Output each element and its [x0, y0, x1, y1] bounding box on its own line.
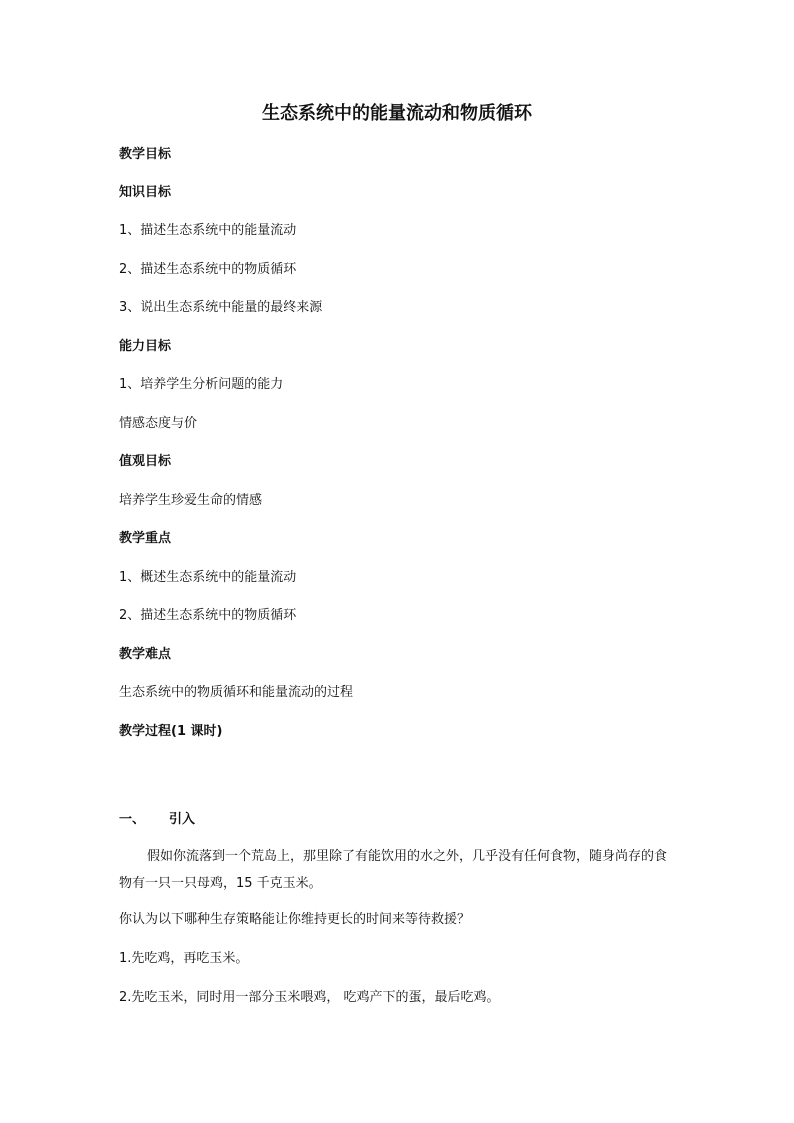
heading-key-points: 教学重点: [119, 531, 172, 546]
intro-paragraph: 假如你流落到一个荒岛上，那里除了有能饮用的水之外，几乎没有任何食物，随身尚存的食物有一只一只母鸡，15 千克玉米。: [119, 849, 668, 891]
heading-difficulties: 教学难点: [119, 647, 172, 662]
values-item: 培养学生珍爱生命的情感: [119, 493, 263, 508]
key-point-2: 2、描述生态系统中的物质循环: [119, 608, 297, 623]
heading-teaching-process: 教学过程(1 课时): [119, 724, 223, 739]
heading-values-goals: 值观目标: [119, 454, 172, 469]
section-title: 引入: [169, 812, 196, 827]
ability-item-1: 1、培养学生分析问题的能力: [119, 377, 284, 392]
question-text: 你认为以下哪种生存策略能让你维持更长的时间来等待救援？: [119, 912, 471, 927]
heading-ability-goals: 能力目标: [119, 339, 172, 354]
section-heading: [119, 811, 195, 829]
knowledge-item-3: 3、说出生态系统中能量的最终来源: [119, 300, 323, 315]
option-2: 2.先吃玉米，同时用一部分玉米喂鸡， 吃鸡产下的蛋，最后吃鸡。: [119, 990, 500, 1005]
heading-teaching-goals: 教学目标: [119, 147, 172, 162]
emotion-label: 情感态度与价: [119, 416, 198, 431]
section-number: 一、: [119, 812, 146, 827]
key-point-1: 1、概述生态系统中的能量流动: [119, 570, 297, 585]
heading-knowledge-goals: 知识目标: [119, 185, 172, 200]
difficulty-item: 生态系统中的物质循环和能量流动的过程: [119, 685, 354, 700]
option-1: 1.先吃鸡，再吃玉米。: [119, 951, 249, 966]
document-title: 生态系统中的能量流动和物质循环: [262, 103, 532, 124]
knowledge-item-1: 1、描述生态系统中的能量流动: [119, 223, 297, 238]
knowledge-item-2: 2、描述生态系统中的物质循环: [119, 262, 297, 277]
